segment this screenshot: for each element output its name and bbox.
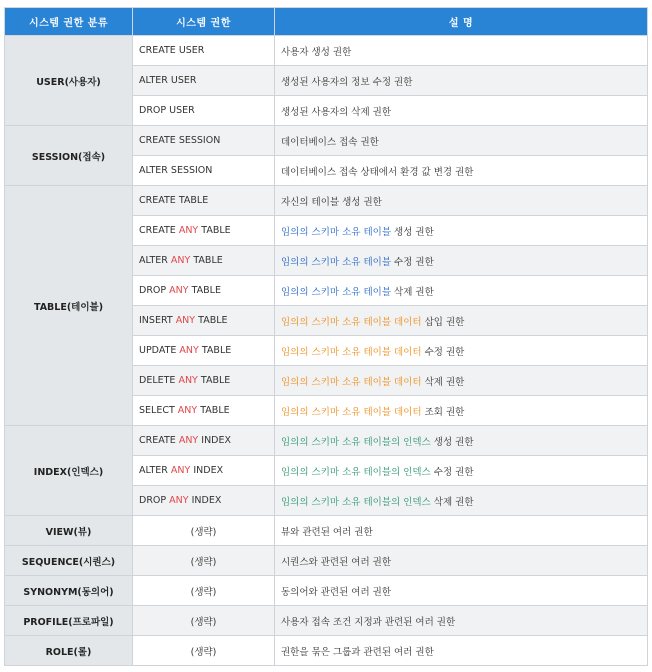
- description-cell: [275, 246, 648, 276]
- privilege-text: INDEX: [188, 495, 222, 506]
- any-keyword: ANY: [178, 225, 199, 236]
- privilege-text: ALTER: [139, 465, 171, 476]
- privilege-cell: [133, 516, 275, 546]
- description-text: 뷰와 관련된 여러 권한: [281, 526, 373, 538]
- description-cell: [275, 216, 648, 246]
- privilege-cell: [133, 246, 275, 276]
- description-cell: [275, 366, 648, 396]
- any-keyword: ANY: [177, 405, 198, 416]
- privilege-cell: [133, 486, 275, 516]
- privilege-text: TABLE: [195, 315, 228, 326]
- privilege-cell: [133, 126, 275, 156]
- privilege-text: TABLE: [190, 255, 223, 266]
- privilege-cell: [133, 276, 275, 306]
- privilege-text: DROP: [139, 495, 170, 506]
- privilege-cell: [133, 96, 275, 126]
- privilege-cell: [133, 426, 275, 456]
- privilege-text: INDEX: [198, 435, 232, 446]
- description-highlight: 임의의 스키마 소유 테이블: [281, 286, 392, 298]
- privilege-text: TABLE: [197, 375, 231, 386]
- any-keyword: ANY: [170, 255, 191, 266]
- privilege-text: UPDATE: [139, 345, 180, 356]
- any-keyword: ANY: [175, 315, 196, 326]
- description-highlight: 임의의 스키마 소유 테이블의 인덱스: [281, 466, 431, 478]
- privilege-cell: [133, 156, 275, 186]
- description-cell: [275, 126, 648, 156]
- privilege-cell: [133, 546, 275, 576]
- description-cell: [275, 486, 648, 516]
- privilege-text: ALTER SESSION: [139, 165, 213, 176]
- any-keyword: ANY: [169, 495, 189, 506]
- privilege-text: DELETE: [139, 375, 179, 386]
- privilege-cell: [133, 186, 275, 216]
- description-highlight: 임의의 스키마 소유 테이블의 인덱스: [281, 496, 431, 508]
- privilege-text: TABLE: [198, 225, 231, 236]
- table-row: [5, 516, 648, 546]
- description-text: 시퀀스와 관련된 여러 권한: [281, 556, 392, 568]
- category-cell: USER(사용자): [5, 36, 133, 126]
- description-text: 동의어와 관련된 여러 권한: [281, 586, 392, 598]
- privilege-cell: [133, 576, 275, 606]
- description-highlight: 임의의 스키마 소유 테이블의 인덱스: [281, 436, 431, 448]
- table-row: [5, 186, 648, 216]
- description-text: 생성된 사용자의 정보 수정 권한: [281, 76, 413, 88]
- description-text: 삭제 권한: [421, 376, 465, 388]
- any-keyword: ANY: [169, 285, 189, 296]
- description-cell: [275, 336, 648, 366]
- description-cell: [275, 426, 648, 456]
- description-text: 자신의 테이블 생성 권한: [281, 196, 382, 208]
- category-cell: SESSION(접속): [5, 126, 133, 186]
- category-cell: SEQUENCE(시퀀스): [5, 546, 133, 576]
- privilege-cell: [133, 306, 275, 336]
- description-cell: [275, 606, 648, 636]
- description-cell: [275, 576, 648, 606]
- privilege-text: SELECT: [139, 405, 178, 416]
- description-text: 삽입 권한: [421, 316, 465, 328]
- description-text: 삭제 권한: [391, 286, 434, 298]
- description-text: 데이터베이스 접속 상태에서 환경 값 변경 권한: [281, 166, 474, 178]
- description-cell: [275, 636, 648, 666]
- privilege-text: TABLE: [198, 345, 232, 356]
- privilege-text: CREATE TABLE: [139, 195, 209, 206]
- privilege-table: [4, 7, 648, 666]
- privilege-text: TABLE: [188, 285, 221, 296]
- description-text: 삭제 권한: [430, 496, 474, 508]
- description-text: 수정 권한: [430, 466, 474, 478]
- privilege-text: ALTER: [139, 255, 171, 266]
- description-highlight: 임의의 스키마 소유 테이블 데이터: [281, 316, 422, 328]
- description-cell: [275, 186, 648, 216]
- any-keyword: ANY: [178, 375, 198, 386]
- description-text: 사용자 생성 권한: [281, 46, 352, 58]
- privilege-text: CREATE: [139, 225, 179, 236]
- category-cell: SYNONYM(동의어): [5, 576, 133, 606]
- privilege-text: INSERT: [139, 315, 176, 326]
- privilege-cell: [133, 36, 275, 66]
- header-description: 설 명: [275, 8, 648, 36]
- privilege-text: (생략): [190, 556, 217, 568]
- header-privilege: 시스템 권한: [133, 8, 275, 36]
- description-highlight: 임의의 스키마 소유 테이블 데이터: [281, 376, 422, 388]
- privilege-text: CREATE USER: [139, 45, 205, 56]
- description-text: 수정 권한: [421, 346, 465, 358]
- privilege-text: (생략): [190, 526, 217, 538]
- any-keyword: ANY: [170, 465, 191, 476]
- category-cell: INDEX(인덱스): [5, 426, 133, 516]
- privilege-cell: [133, 336, 275, 366]
- table-row: [5, 426, 648, 456]
- description-highlight: 임의의 스키마 소유 테이블 데이터: [281, 406, 422, 418]
- description-cell: [275, 456, 648, 486]
- header-category: 시스템 권한 분류: [5, 8, 133, 36]
- privilege-text: ALTER USER: [139, 75, 197, 86]
- privilege-cell: [133, 366, 275, 396]
- privilege-text: DROP USER: [139, 105, 195, 116]
- description-text: 조회 권한: [421, 406, 465, 418]
- any-keyword: ANY: [179, 345, 199, 356]
- privilege-text: CREATE SESSION: [139, 135, 221, 146]
- privilege-cell: [133, 66, 275, 96]
- category-cell: PROFILE(프로파일): [5, 606, 133, 636]
- description-highlight: 임의의 스키마 소유 테이블: [281, 226, 392, 238]
- description-text: 수정 권한: [391, 256, 434, 268]
- description-highlight: 임의의 스키마 소유 테이블 데이터: [281, 346, 422, 358]
- table-row: [5, 606, 648, 636]
- description-cell: [275, 276, 648, 306]
- privilege-cell: [133, 216, 275, 246]
- privilege-cell: [133, 396, 275, 426]
- privilege-text: TABLE: [197, 405, 230, 416]
- category-cell: VIEW(뷰): [5, 516, 133, 546]
- description-text: 생성된 사용자의 삭제 권한: [281, 106, 392, 118]
- description-text: 권한을 묶은 그룹과 관련된 여러 권한: [281, 646, 434, 658]
- privilege-text: INDEX: [190, 465, 224, 476]
- table-row: [5, 36, 648, 66]
- category-cell: TABLE(테이블): [5, 186, 133, 426]
- description-cell: [275, 96, 648, 126]
- description-text: 생성 권한: [391, 226, 434, 238]
- privilege-cell: [133, 636, 275, 666]
- privilege-text: (생략): [190, 586, 217, 598]
- table-row: [5, 636, 648, 666]
- any-keyword: ANY: [178, 435, 199, 446]
- description-text: 사용자 접속 조건 지정과 관련된 여러 권한: [281, 616, 456, 628]
- description-cell: [275, 36, 648, 66]
- privilege-text: (생략): [190, 616, 217, 628]
- privilege-text: (생략): [190, 646, 217, 658]
- table-row: [5, 576, 648, 606]
- table-row: [5, 126, 648, 156]
- description-text: 데이터베이스 접속 권한: [281, 136, 379, 148]
- category-cell: ROLE(롤): [5, 636, 133, 666]
- privilege-cell: [133, 606, 275, 636]
- description-text: 생성 권한: [430, 436, 474, 448]
- description-cell: [275, 156, 648, 186]
- description-highlight: 임의의 스키마 소유 테이블: [281, 256, 392, 268]
- privilege-cell: [133, 456, 275, 486]
- table-row: [5, 546, 648, 576]
- table-header-row: [5, 8, 648, 36]
- privilege-text: CREATE: [139, 435, 179, 446]
- description-cell: [275, 546, 648, 576]
- privilege-text: DROP: [139, 285, 170, 296]
- table-body: [5, 36, 648, 666]
- description-cell: [275, 396, 648, 426]
- description-cell: [275, 66, 648, 96]
- description-cell: [275, 306, 648, 336]
- description-cell: [275, 516, 648, 546]
